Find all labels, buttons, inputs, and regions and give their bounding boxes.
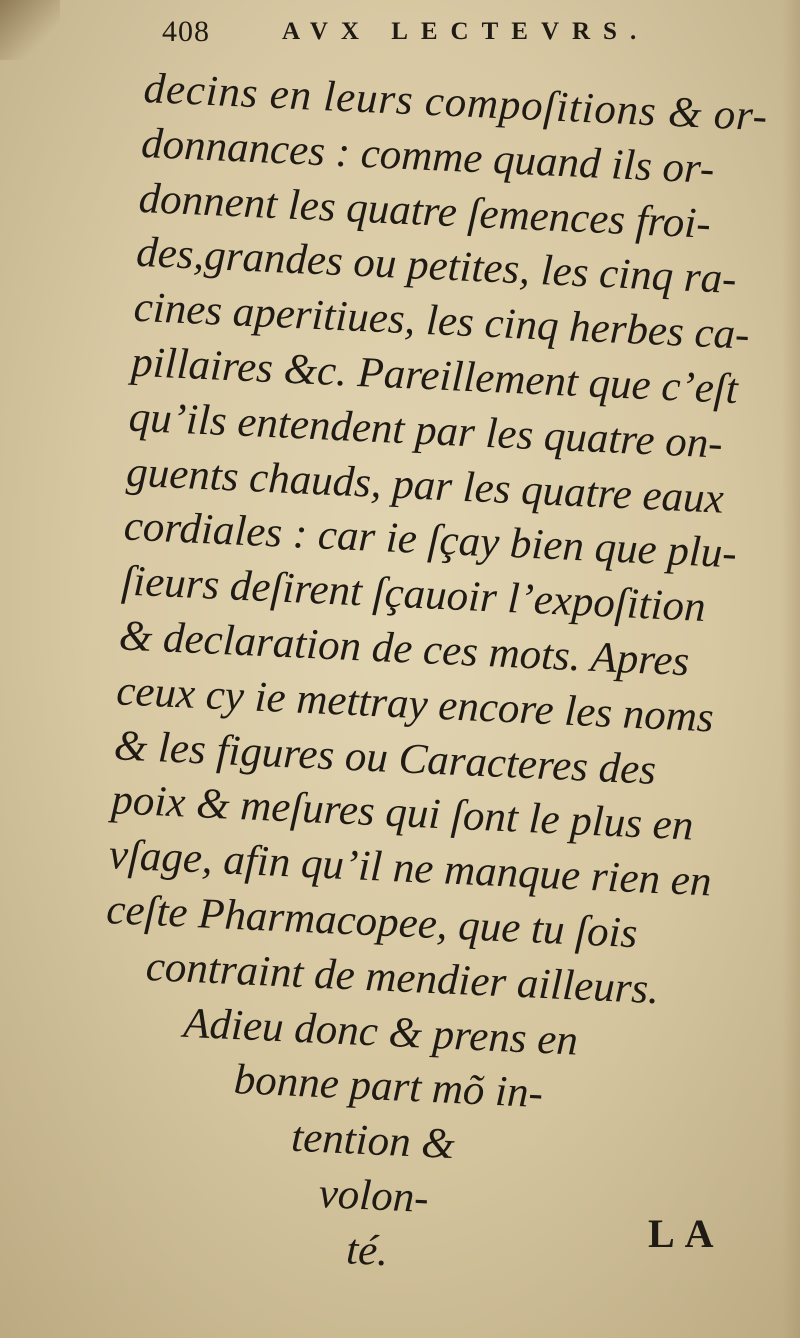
text-line: des,grandes ou petites, les cinq ra- <box>135 229 738 304</box>
text-line: donnent les quatre ſemences froi- <box>137 174 712 248</box>
text-line: tention & <box>290 1113 456 1169</box>
body-text <box>90 62 784 1295</box>
text-line: decins en leurs compoſitions & or- <box>142 64 769 141</box>
text-line: ceux cy ie mettray encore les noms <box>115 667 715 742</box>
text-line: qu’ils entendent par les quatre on- <box>127 393 724 468</box>
running-head: AVX LECTEVRS. <box>282 18 650 45</box>
text-line: & declaration de ces mots. Apres <box>117 612 691 686</box>
text-line: contraint de mendier ailleurs. <box>144 942 661 1013</box>
text-line: cordiales : car ie ſçay bien que plu- <box>122 502 738 578</box>
text-line: ceſte Pharmacopee, que tu ſois <box>105 886 639 958</box>
text-line: volon- <box>317 1170 430 1222</box>
text-line: poix & meſures qui ſont le plus en <box>110 776 695 850</box>
text-line: vſage, afin qu’il ne manque rien en <box>107 831 713 906</box>
text-line: & les figures ou Caracteres des <box>112 721 658 794</box>
page-number: 408 <box>162 15 210 48</box>
text-line: bonne part mõ in- <box>232 1056 545 1118</box>
text-line: Adieu donc & prens en <box>182 999 579 1065</box>
text-line: pillaires &c. Pareillement que c’eſt <box>130 338 739 414</box>
text-line: donnances : comme quand ils or- <box>140 119 716 193</box>
text-line: guents chauds, par les quatre eaux <box>125 448 725 523</box>
text-line: ſieurs deſirent ſçauoir l’expoſition <box>120 557 707 632</box>
text-line: té. <box>345 1226 390 1275</box>
catchword: LA <box>648 1211 724 1256</box>
text-line: cines aperitiues, les cinq herbes ca- <box>132 283 751 359</box>
page-header <box>162 12 682 52</box>
